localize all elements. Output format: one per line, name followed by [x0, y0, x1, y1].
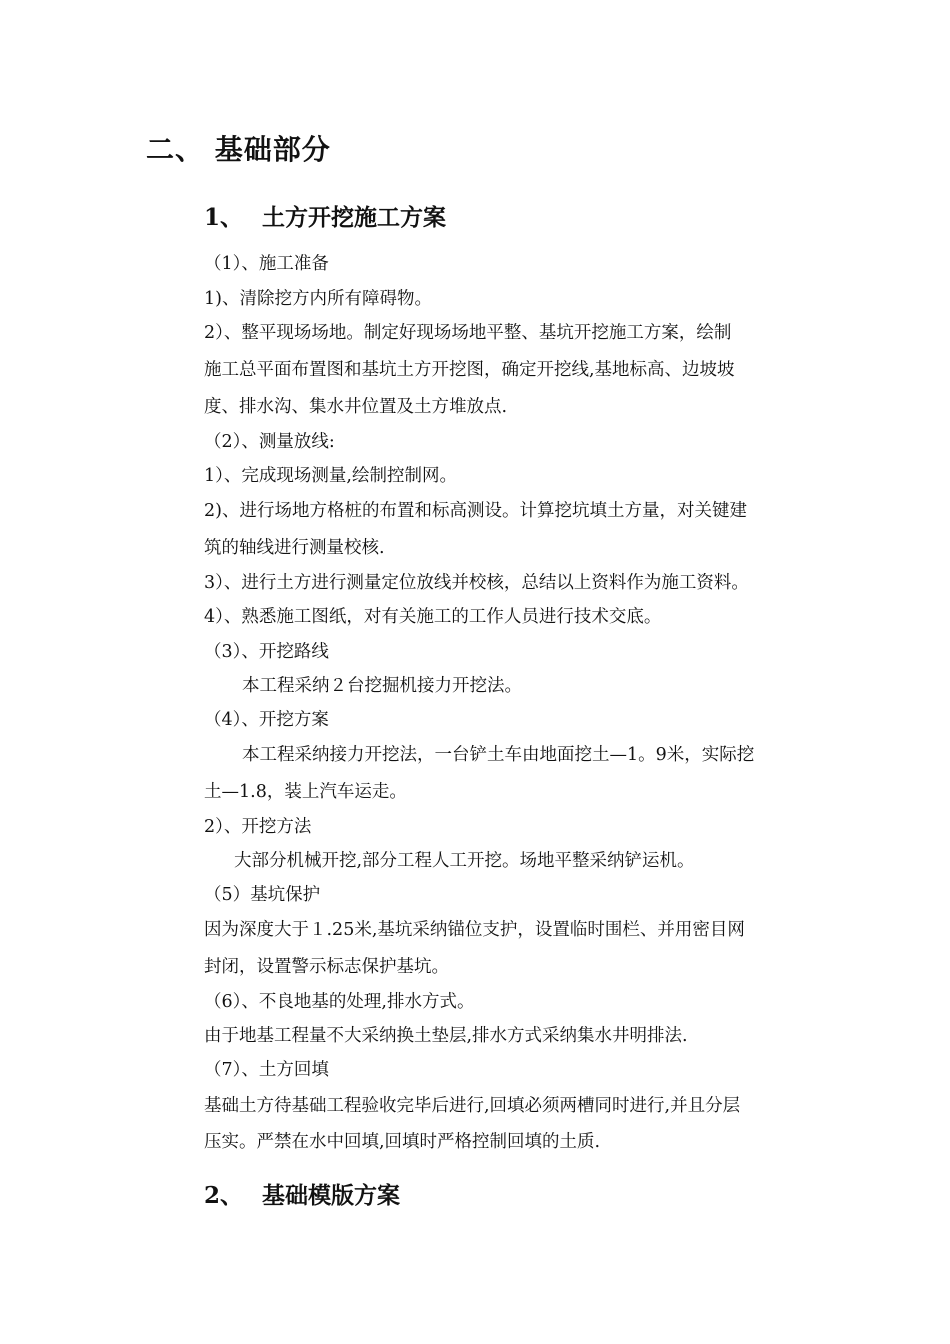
text-line: （4）、开挖方案	[204, 710, 329, 730]
text-line: 本工程采纳接力开挖法，一台铲土车由地面挖土—1。9米，实际挖	[242, 745, 755, 765]
text-line: 1)、清除挖方内所有障碍物。	[204, 289, 432, 309]
subsection-1-number: 1、	[204, 204, 244, 231]
text-line: 大部分机械开挖,部分工程人工开挖。场地平整采纳铲运机。	[234, 851, 695, 871]
text-line: 土—1.8，装上汽车运走。	[204, 782, 407, 802]
text-line: 2）、整平现场场地。制定好现场场地平整、基坑开挖施工方案，绘制	[204, 323, 732, 343]
text-line: （6）、不良地基的处理,排水方式。	[204, 992, 475, 1012]
text-line: 筑的轴线进行测量校核.	[204, 538, 385, 558]
subsection-2-title: 基础模版方案	[262, 1182, 400, 1209]
subsection-2-heading	[204, 1177, 400, 1210]
text-line: 2）、开挖方法	[204, 817, 312, 837]
subsection-2-number: 2、	[204, 1182, 244, 1209]
text-line: （7）、土方回填	[204, 1060, 329, 1080]
text-line: 本工程采纳２台挖掘机接力开挖法。	[242, 676, 522, 696]
text-line: 因为深度大于１.25米,基坑采纳锚位支护，设置临时围栏、并用密目网	[204, 920, 745, 940]
text-line: （2）、测量放线:	[204, 432, 335, 452]
text-line: 1）、完成现场测量,绘制控制网。	[204, 466, 457, 486]
subsection-1-title: 土方开挖施工方案	[262, 204, 446, 231]
text-line: 施工总平面布置图和基坑土方开挖图，确定开挖线,基地标高、边坡坡	[204, 360, 735, 380]
subsection-1-heading	[204, 199, 446, 232]
text-line: （3）、开挖路线	[204, 642, 329, 662]
text-line: 2)、进行场地方格桩的布置和标高测设。计算挖坑填土方量，对关键建	[204, 501, 747, 521]
text-line: 度、排水沟、集水井位置及土方堆放点.	[204, 397, 508, 417]
text-line: 基础土方待基础工程验收完毕后进行,回填必须两槽同时进行,并且分层	[204, 1096, 741, 1116]
text-line: 3）、进行土方进行测量定位放线并校核，总结以上资料作为施工资料。	[204, 573, 749, 593]
text-line: 压实。严禁在水中回填,回填时严格控制回填的土质.	[204, 1132, 601, 1152]
text-line: 封闭，设置警示标志保护基坑。	[204, 957, 449, 977]
text-line: 4）、熟悉施工图纸，对有关施工的工作人员进行技术交底。	[204, 607, 662, 627]
text-line: 由于地基工程量不大采纳换土垫层,排水方式采纳集水井明排法.	[204, 1026, 688, 1046]
text-line: （1）、施工准备	[204, 254, 329, 274]
text-line: （5）基坑保护	[204, 885, 321, 905]
section-title: 二、 基础部分	[146, 133, 331, 166]
